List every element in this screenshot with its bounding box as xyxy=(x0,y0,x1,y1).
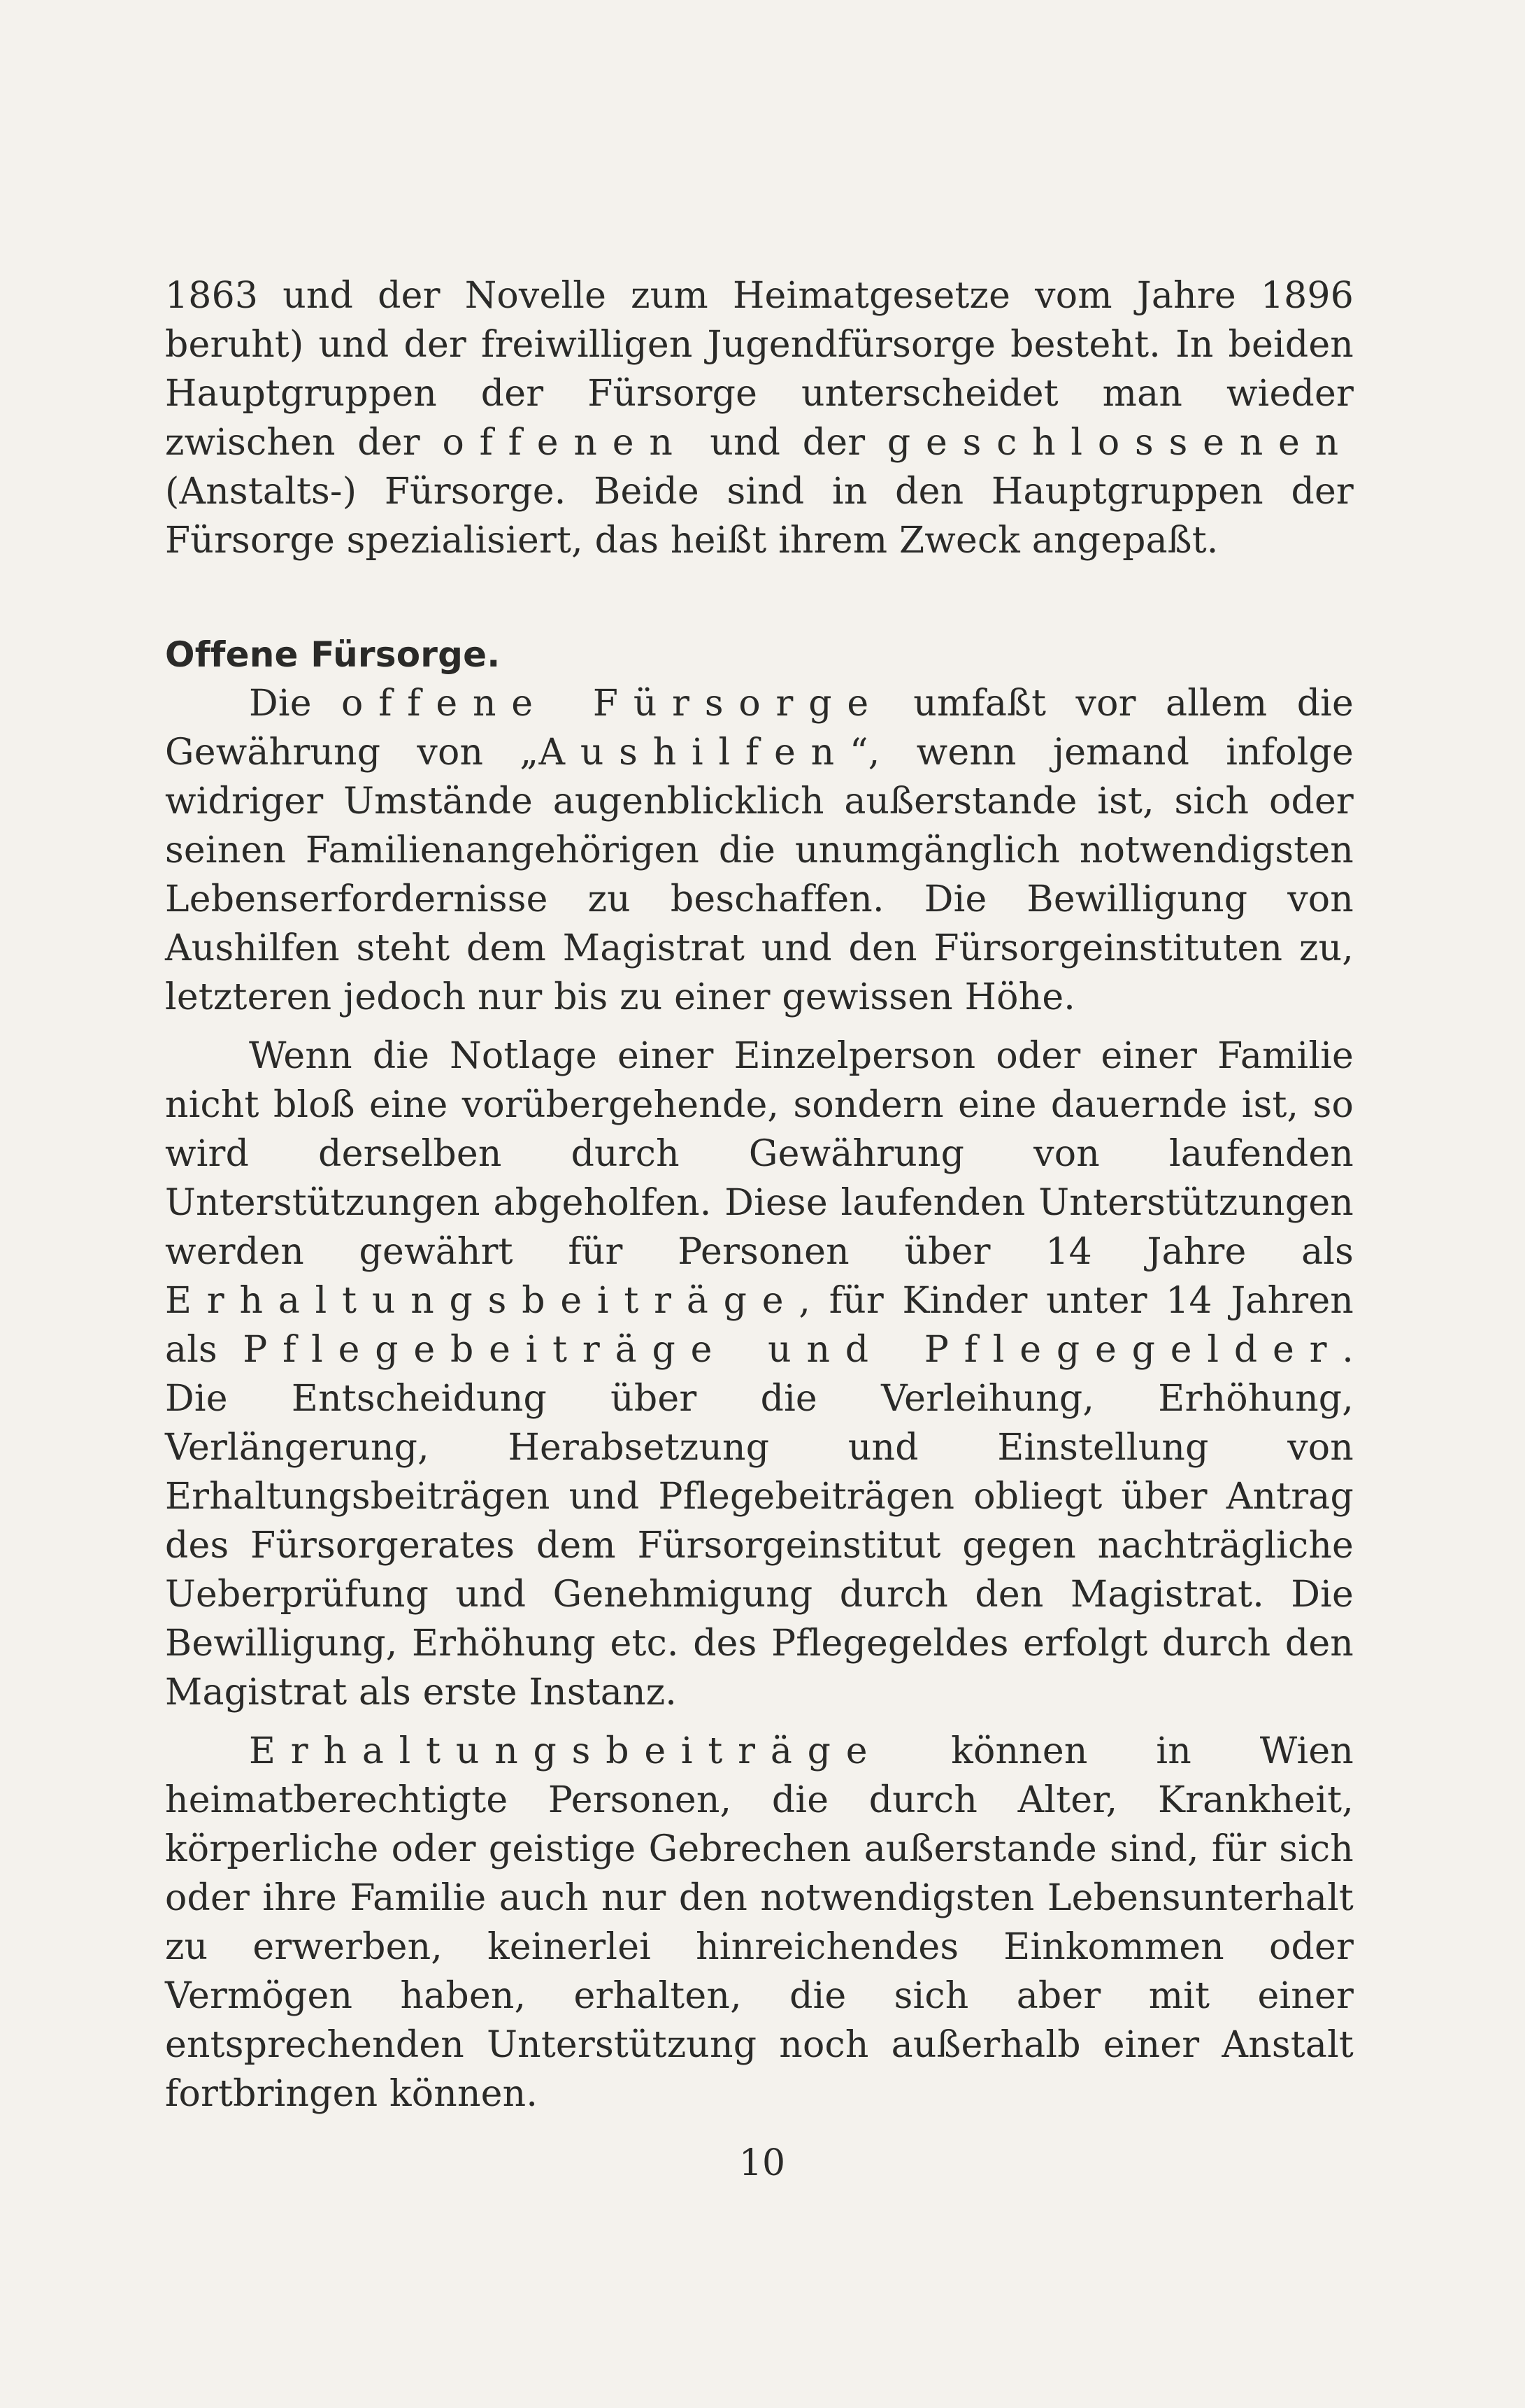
paragraph-offene-fuersorge xyxy=(165,679,1354,1022)
text-run: können in Wien heimatberechtigte Personen, die durch Alter, Krankheit, körperliche oder geistige Gebrechen außerstande sind, für sich oder ihre Familie auch nur den notwendigsten Lebensunterhalt zu erwerben, keinerlei hinreichendes Einkommen oder Vermögen haben, erhalten, die sich aber mit einer entsprechenden Unterstützung noch außerhalb einer Anstalt fortbringen können. xyxy=(165,1730,1354,2115)
spaced-term-geschlossenen: geschlossenen xyxy=(887,422,1354,464)
spaced-term-offene-fuersorge: offene Fürsorge xyxy=(341,683,884,725)
text-run: Wenn die Notlage einer Einzelperson oder einer Familie nicht bloß eine vorübergehende, sondern eine dauernde ist, so wird derselben durch Gewährung von laufenden Unterstützungen abgeholfen. Diese laufenden Unterstützungen werden gewährt für Personen über 14 Jahre als xyxy=(165,1035,1354,1273)
spaced-term-pflegebeitraege: Pflegebeiträge und Pflegegelder xyxy=(243,1329,1343,1371)
text-run: Die xyxy=(249,683,342,725)
page-number: 10 xyxy=(738,2142,786,2184)
text-run: “, wenn jemand infolge widriger Umstände augenblicklich außerstande ist, sich oder seinen Familienangehörigen die unumgänglich notwendigsten Lebenserfordernisse zu beschaffen. Die Bewilligung von Aushilfen steht dem Magistrat und den Fürsorgeinstituten zu, letzteren jedoch nur bis zu einer gewissen Höhe. xyxy=(165,732,1354,1018)
spaced-term-offenen: offenen xyxy=(442,422,688,464)
spaced-term-aushilfen: Aushilfen xyxy=(538,732,850,774)
text-run: umfaßt vor allem die Gewährung von „ xyxy=(165,683,1354,774)
paragraph-erhaltungsbeitraege xyxy=(165,1727,1354,2118)
text-run: (Anstalts-) Fürsorge. Beide sind in den Hauptgruppen der Fürsorge spezialisiert, das heißt ihrem Zweck angepaßt. xyxy=(165,471,1354,562)
paragraph-laufende-unterstuetzungen xyxy=(165,1032,1354,1717)
text-run: 1863 und der Novelle zum Heimatgesetze vom Jahre 1896 beruht) und der freiwilligen Jugendfürsorge besteht. In beiden Hauptgruppen der Fürsorge unterscheidet man wieder zwischen der xyxy=(165,275,1354,464)
text-run: und der xyxy=(687,422,887,464)
paragraph-continuation xyxy=(165,271,1354,565)
spaced-term-erhaltungsbeitraege: Erhaltungsbeiträge xyxy=(165,1280,799,1322)
spaced-term-erhaltungsbeitraege: Erhaltungsbeiträge xyxy=(249,1730,883,1772)
section-heading: Offene Fürsorge. xyxy=(165,634,501,675)
text-run: , für Kinder unter 14 Jahren als xyxy=(165,1280,1354,1371)
text-run: . Die Entscheidung über die Verleihung, Erhöhung, Verlängerung, Herabsetzung und Einstellung von Erhaltungsbeiträgen und Pflegebeiträgen obliegt über Antrag des Fürsorgerates dem Fürsorgeinstitut gegen nachträgliche Ueberprüfung und Genehmigung durch den Magistrat. Die Bewilligung, Erhöhung etc. des Pflegegeldes erfolgt durch den Magistrat als erste Instanz. xyxy=(165,1329,1354,1714)
body-text xyxy=(165,271,1354,2118)
